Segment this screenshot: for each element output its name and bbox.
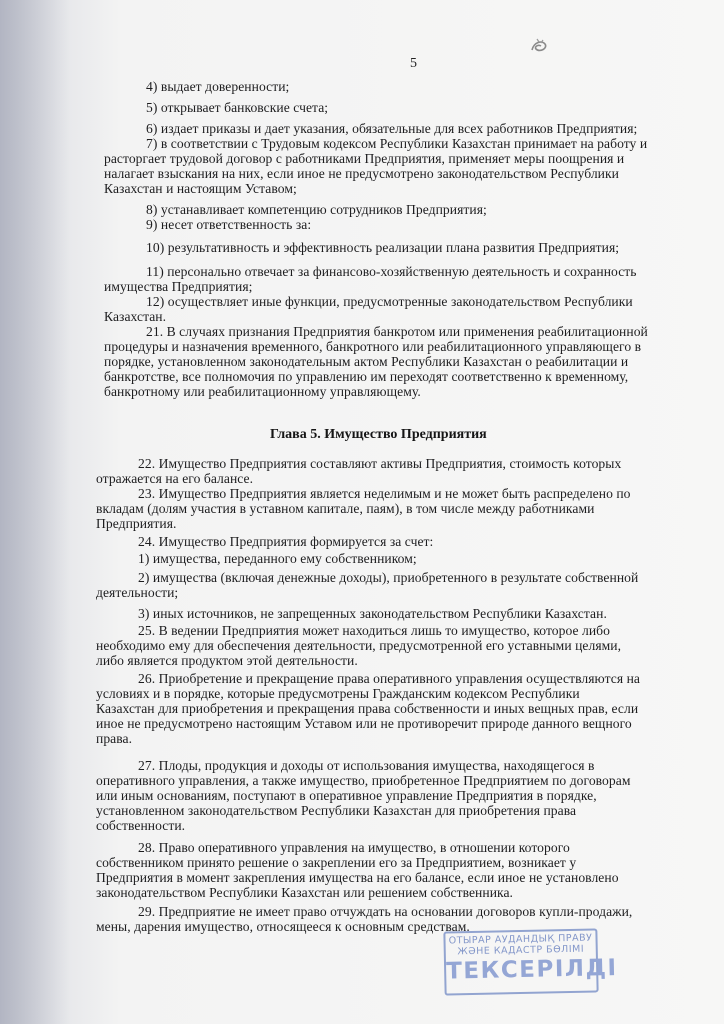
text-line: или иным основаниям, поступают в оперативное управление Предприятия в порядке,	[96, 788, 597, 803]
text-line: Предприятия.	[96, 516, 177, 531]
text-line: мены, дарения имущество, относящееся к основным средствам.	[96, 919, 470, 934]
text-line: 21. В случаях признания Предприятия банкротом или применения реабилитационной	[146, 324, 648, 339]
text-line: собственником принято решение о закреплении его за Предприятием, возникает у	[96, 855, 577, 870]
text-line: собственности.	[96, 818, 186, 833]
text-line: оперативного управления, а также имущество, приобретенное Предприятием по договорам	[96, 773, 631, 788]
text-line: законодательством Республики Казахстан или решением собственника.	[96, 885, 514, 900]
text-line: условиях и в порядке, которые предусмотрены Гражданским кодексом Республики	[96, 686, 580, 701]
text-line: 11) персонально отвечает за финансово-хозяйственную деятельность и сохранность	[146, 264, 637, 279]
text-line: либо является продуктом этой деятельности.	[96, 653, 358, 668]
text-line: расторгает трудовой договор с работниками Предприятия, применяет меры поощрения и	[104, 151, 625, 166]
text-line: 6) издает приказы и дает указания, обязательные для всех работников Предприятия;	[146, 121, 638, 136]
text-line: процедуры и назначения временного, банкротного или реабилитационного управляющего в	[104, 339, 642, 354]
text-line: вкладам (долям участия в уставном капитале, паям), в том числе между работниками	[96, 501, 595, 516]
text-line: Казахстан и настоящим Уставом;	[104, 181, 297, 196]
text-line: деятельности;	[96, 585, 179, 600]
text-line: 22. Имущество Предприятия составляют активы Предприятия, стоимость которых	[138, 456, 622, 471]
text-line: 27. Плоды, продукция и доходы от использования имущества, находящегося в	[138, 758, 595, 773]
page-number: 5	[410, 56, 417, 71]
text-line: 7) в соответствии с Трудовым кодексом Республики Казахстан принимает на работу и	[146, 136, 648, 151]
text-line: 5) открывает банковские счета;	[146, 100, 329, 115]
text-line: 10) результативность и эффективность реализации плана развития Предприятия;	[146, 240, 620, 255]
text-line: отражается на его балансе.	[96, 471, 254, 486]
text-line: установленном законодательством Республики Казахстан для приобретения права	[96, 803, 577, 818]
stamp-verified-label: ТЕКСЕРІЛДІ	[445, 954, 618, 985]
text-line: необходимо ему для обеспечения деятельности, предусмотренной его уставными целями,	[96, 638, 622, 653]
text-line: Предприятия в момент закрепления имущества на его балансе, если иное не установлено	[96, 870, 619, 885]
text-line: 29. Предприятие не имеет право отчуждать на основании договоров купли-продажи,	[138, 904, 633, 919]
text-line: имущества Предприятия;	[104, 279, 253, 294]
text-line: 4) выдает доверенности;	[146, 79, 290, 94]
text-line: порядке, установленном законодательным актом Республики Казахстан о реабилитации и	[104, 354, 629, 369]
text-line: банкротстве, все полномочия по управлению им переходят соответственно к временному,	[104, 369, 629, 384]
text-line: 23. Имущество Предприятия является неделимым и не может быть распределено по	[138, 486, 631, 501]
text-line: 9) несет ответственность за:	[146, 217, 312, 232]
text-line: 12) осуществляет иные функции, предусмотренные законодательством Республики	[146, 294, 633, 309]
text-line: 2) имущества (включая денежные доходы), приобретенного в результате собственной	[138, 570, 639, 585]
text-line: 8) устанавливает компетенцию сотрудников Предприятия;	[146, 202, 487, 217]
text-line: Казахстан для приобретения и прекращения права собственности и иных вещных прав, если	[96, 701, 639, 716]
text-line: 3) иных источников, не запрещенных законодательством Республики Казахстан.	[138, 606, 607, 621]
text-line: права.	[96, 731, 133, 746]
text-line: налагает взыскания на них, если иное не предусмотрено законодательством Республики	[104, 166, 619, 181]
verification-stamp	[443, 928, 618, 995]
text-line: Казахстан.	[104, 309, 167, 324]
stamp-line-2: ЖӘНЕ КАДАСТР БӨЛІМІ	[457, 943, 585, 958]
stamp-line-1: ОТЫРАР АУДАНДЫҚ ПРАВУ	[448, 932, 593, 947]
text-line: 1) имущества, переданного ему собственником;	[138, 551, 417, 566]
text-line: иное не предусмотрено настоящим Уставом или не противоречит природе данного вещного	[96, 716, 632, 731]
text-line: банкротному или реабилитационному управляющему.	[104, 384, 421, 399]
text-line: 25. В ведении Предприятия может находиться лишь то имущество, которое либо	[138, 623, 610, 638]
text-line: 26. Приобретение и прекращение права оперативного управления осуществляются на	[138, 671, 640, 686]
text-line: 28. Право оперативного управления на имущество, в отношении которого	[138, 840, 570, 855]
corner-scribble-mark	[528, 36, 550, 56]
text-line: 24. Имущество Предприятия формируется за счет:	[138, 534, 434, 549]
chapter-heading: Глава 5. Имущество Предприятия	[270, 427, 487, 442]
